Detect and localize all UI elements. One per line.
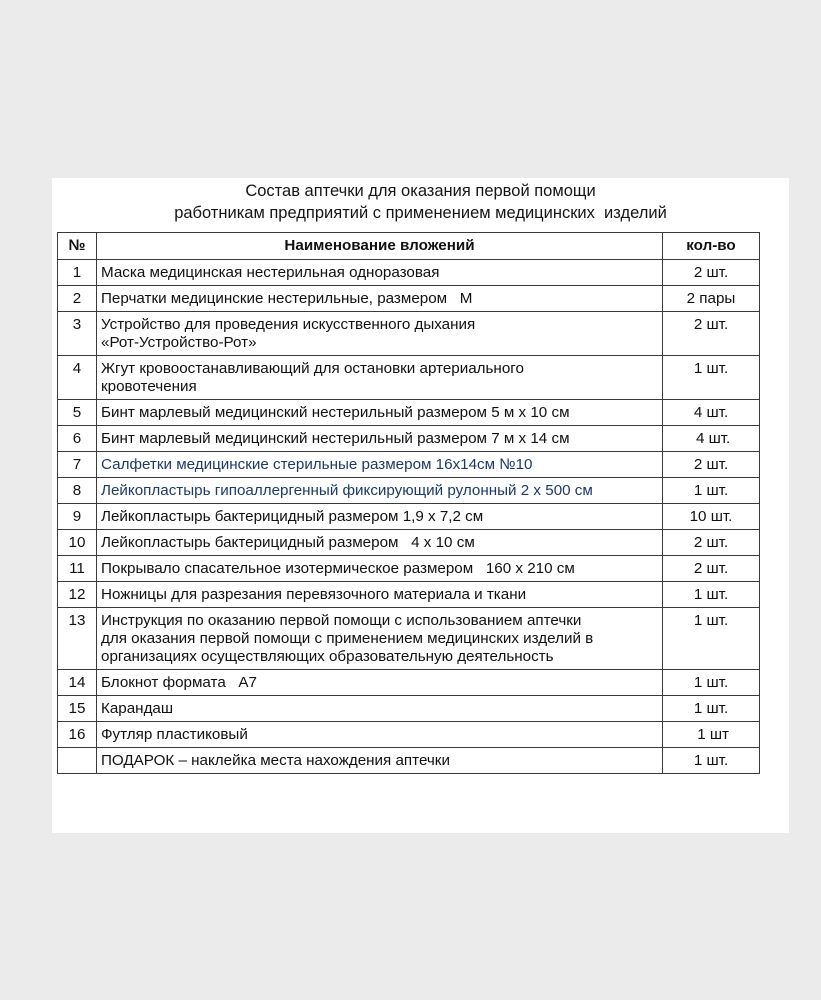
document-title [52,180,789,224]
row-qty: 2 шт. [663,452,760,478]
row-qty: 10 шт. [663,504,760,530]
row-name: Инструкция по оказанию первой помощи с использованием аптечки для оказания первой помощи с применением медицинских изделий в организациях осуществляющих образовательную деятельность [97,608,663,670]
table-row [58,478,760,504]
row-name: Ножницы для разрезания перевязочного материала и ткани [97,582,663,608]
row-num: 9 [58,504,97,530]
row-num [58,748,97,774]
table-row [58,286,760,312]
table-row [58,670,760,696]
table-row [58,504,760,530]
row-qty: 2 шт. [663,530,760,556]
row-num: 11 [58,556,97,582]
row-name: Маска медицинская нестерильная одноразовая [97,260,663,286]
table-header-row [58,233,760,260]
document-sheet [52,178,789,833]
title-line-2: работникам предприятий с применением медицинских изделий [174,204,667,222]
row-num: 13 [58,608,97,670]
row-name: Блокнот формата А7 [97,670,663,696]
table-row [58,722,760,748]
row-qty: 1 шт. [663,748,760,774]
row-qty: 4 шт. [663,400,760,426]
row-num: 3 [58,312,97,356]
table-row [58,582,760,608]
row-qty: 1 шт. [663,670,760,696]
row-qty: 1 шт. [663,608,760,670]
row-name: Бинт марлевый медицинский нестерильный размером 7 м х 14 см [97,426,663,452]
title-line-1: Состав аптечки для оказания первой помощи [245,182,596,200]
row-qty: 2 шт. [663,556,760,582]
table-row [58,400,760,426]
table-row [58,260,760,286]
row-name: Лейкопластырь гипоаллергенный фиксирующий рулонный 2 х 500 см [97,478,663,504]
row-name: Жгут кровоостанавливающий для остановки артериального кровотечения [97,356,663,400]
row-num: 10 [58,530,97,556]
header-qty: кол-во [663,233,760,260]
table-row [58,312,760,356]
row-qty: 1 шт. [663,582,760,608]
table-row [58,452,760,478]
row-num: 12 [58,582,97,608]
table-row [58,608,760,670]
row-qty: 2 пары [663,286,760,312]
table-row [58,426,760,452]
row-num: 2 [58,286,97,312]
table-row [58,556,760,582]
row-name: Карандаш [97,696,663,722]
row-qty: 2 шт. [663,260,760,286]
row-name: Бинт марлевый медицинский нестерильный размером 5 м х 10 см [97,400,663,426]
header-num: № [58,233,97,260]
row-name: Лейкопластырь бактерицидный размером 4 х 10 см [97,530,663,556]
row-num: 14 [58,670,97,696]
row-qty: 4 шт. [663,426,760,452]
table-row [58,748,760,774]
row-name: Лейкопластырь бактерицидный размером 1,9 х 7,2 см [97,504,663,530]
table-row [58,696,760,722]
row-num: 1 [58,260,97,286]
row-num: 8 [58,478,97,504]
table-row [58,530,760,556]
row-num: 15 [58,696,97,722]
row-name: Перчатки медицинские нестерильные, размером M [97,286,663,312]
row-qty: 1 шт. [663,696,760,722]
row-qty: 1 шт. [663,478,760,504]
row-qty: 1 шт [663,722,760,748]
row-name: Покрывало спасательное изотермическое размером 160 х 210 см [97,556,663,582]
row-qty: 1 шт. [663,356,760,400]
row-num: 7 [58,452,97,478]
row-qty: 2 шт. [663,312,760,356]
row-name: Футляр пластиковый [97,722,663,748]
table-row [58,356,760,400]
row-name: Салфетки медицинские стерильные размером 16х14см №10 [97,452,663,478]
row-num: 16 [58,722,97,748]
row-num: 5 [58,400,97,426]
row-name: ПОДАРОК – наклейка места нахождения аптечки [97,748,663,774]
row-name: Устройство для проведения искусственного дыхания «Рот-Устройство-Рот» [97,312,663,356]
kit-contents-table [57,232,760,774]
header-name: Наименование вложений [97,233,663,260]
row-num: 4 [58,356,97,400]
row-num: 6 [58,426,97,452]
